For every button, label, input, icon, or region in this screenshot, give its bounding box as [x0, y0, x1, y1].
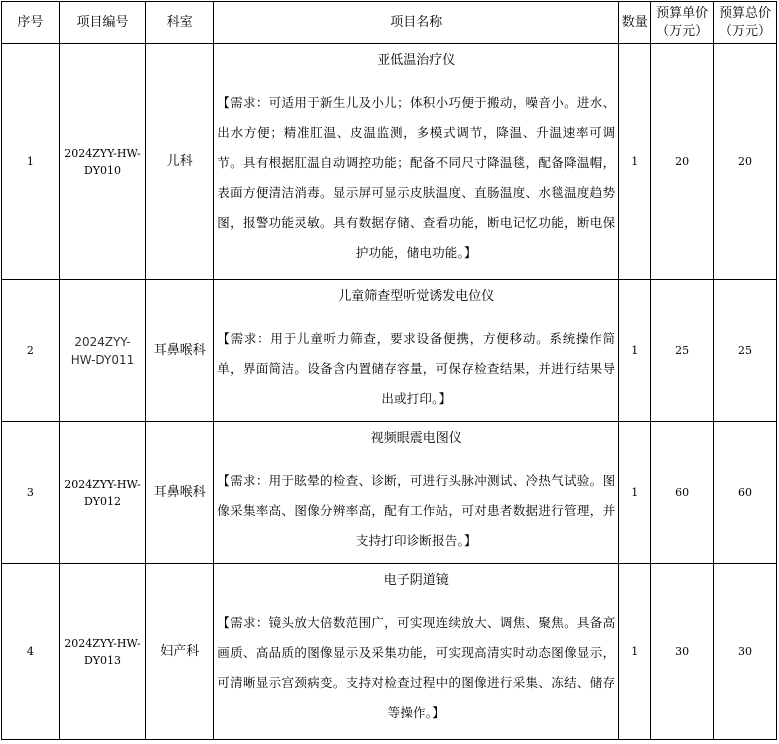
row-dept: 耳鼻喉科 [146, 280, 214, 422]
item-title: 视频眼震电图仪 [370, 431, 462, 446]
row-code: 2024ZYY-HW-DY013 [59, 564, 146, 740]
row-no: 3 [2, 422, 60, 564]
row-no: 1 [2, 44, 60, 280]
item-requirement: 【需求：镜头放大倍数范围广，可实现连续放大、调焦、聚焦。具备高画质、高品质的图像显示及采集功能，可实现高清实时动态图像显示，可清晰显示宫颈病变。支持对检查过程中的图像进行采集、冻结、储存等操作。】 [217, 615, 616, 720]
item-requirement: 【需求：可适用于新生儿及小儿；体积小巧便于搬动，噪音小。进水、出水方便；精准肛温、皮温监测，多模式调节，降温、升温速率可调节。具有根据肛温自动调控功能；配备不同尺寸降温毯，配备降温帽，表面方便清洁消毒。显示屏可显示皮肤温度、直肠温度、水毯温度趋势图，报警功能灵敏。具有数据存储、查看功能，断电记忆功能，断电保护功能，储电功能。】 [217, 95, 616, 260]
item-requirement: 【需求：用于眩晕的检查、诊断，可进行头脉冲测试、冷热气试验。图像采集率高、图像分辨率高，配有工作站，可对患者数据进行管理，并支持打印诊断报告。】 [217, 473, 616, 548]
header-qty: 数量 [619, 2, 651, 44]
row-total: 25 [714, 280, 777, 422]
row-dept: 儿科 [146, 44, 214, 280]
header-no: 序号 [2, 2, 60, 44]
row-total: 60 [714, 422, 777, 564]
header-total [714, 2, 777, 44]
header-unit-price-line1: 预算单价 [656, 5, 709, 21]
row-unit-price: 25 [651, 280, 714, 422]
row-unit-price: 20 [651, 44, 714, 280]
row-qty: 1 [619, 44, 651, 280]
row-item [214, 44, 619, 280]
row-dept: 妇产科 [146, 564, 214, 740]
item-title: 儿童筛查型听觉诱发电位仪 [338, 289, 495, 304]
table-row [2, 564, 777, 740]
header-unit-price [651, 2, 714, 44]
row-total: 30 [714, 564, 777, 740]
row-no: 4 [2, 564, 60, 740]
table-row [2, 44, 777, 280]
item-title: 电子阴道镜 [383, 573, 449, 588]
row-qty: 1 [619, 422, 651, 564]
row-code: 2024ZYY-HW-DY011 [59, 280, 146, 422]
procurement-table [1, 1, 777, 740]
row-qty: 1 [619, 280, 651, 422]
item-requirement: 【需求：用于儿童听力筛查，要求设备便携，方便移动。系统操作简单，界面简洁。设备含内置储存容量，可保存检查结果，并进行结果导出或打印。】 [217, 331, 616, 406]
row-code: 2024ZYY-HW-DY012 [59, 422, 146, 564]
row-item [214, 280, 619, 422]
row-unit-price: 60 [651, 422, 714, 564]
row-total: 20 [714, 44, 777, 280]
table-row [2, 280, 777, 422]
header-name: 项目名称 [214, 2, 619, 44]
header-dept: 科室 [146, 2, 214, 44]
row-dept: 耳鼻喉科 [146, 422, 214, 564]
row-unit-price: 30 [651, 564, 714, 740]
header-unit-price-line2: （万元） [656, 23, 709, 39]
row-item [214, 422, 619, 564]
row-code: 2024ZYY-HW-DY010 [59, 44, 146, 280]
header-total-line2: （万元） [719, 23, 772, 39]
row-item [214, 564, 619, 740]
row-no: 2 [2, 280, 60, 422]
row-qty: 1 [619, 564, 651, 740]
item-title: 亚低温治疗仪 [377, 53, 456, 68]
header-code: 项目编号 [59, 2, 146, 44]
header-row [2, 2, 777, 44]
header-total-line1: 预算总价 [719, 5, 772, 21]
table-row [2, 422, 777, 564]
